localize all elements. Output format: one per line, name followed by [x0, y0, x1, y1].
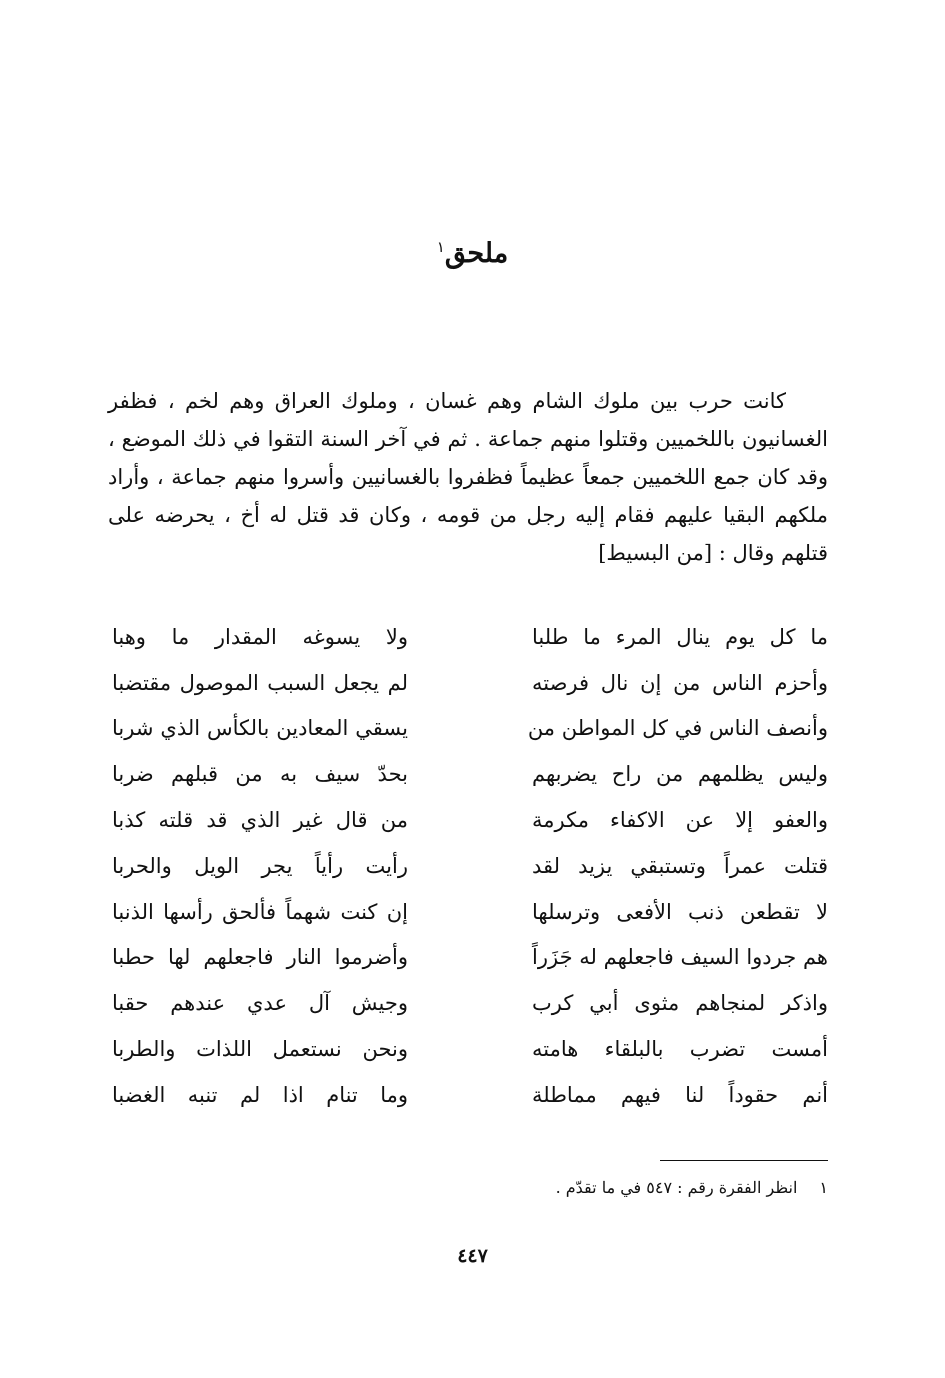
verse-second-hemistich: ونحن نستعمل اللذات والطربا: [112, 1037, 408, 1062]
poem-verse: [112, 889, 828, 935]
verse-first-hemistich: وأنصف الناس في كل المواطن من: [527, 716, 828, 741]
poem: [112, 614, 828, 1118]
intro-text: كانت حرب بين ملوك الشام وهم غسان ، وملوك العراق وهم لخم ، فظفر الغسانيون باللخميين وقتلوا منهم جماعة . ثم في آخر السنة التقوا في ذلك الموضع ، وقد كان جمع اللخميين جمعاً عظيماً فظفروا بالغسانيين وأسروا منهم جماعة ، وأراد ملكهم البقيا عليهم فقام إليه رجل من قومه ، وكان قد قتل له أخ ، يحرضه على قتلهم وقال : [من البسيط]: [108, 389, 828, 565]
verse-second-hemistich: يسقي المعادين بالكأس الذي شربا: [112, 716, 408, 741]
verse-first-hemistich: لا تقطعن ذنب الأفعى وترسلها: [532, 899, 828, 924]
footnote-number: ١: [819, 1178, 828, 1197]
verse-first-hemistich: وأحزم الناس من إن نال فرصته: [532, 670, 828, 695]
poem-verse: [112, 660, 828, 706]
title-text: ملحق: [444, 238, 509, 269]
poem-verse: [112, 1072, 828, 1118]
verse-first-hemistich: وليس يظلمهم من راح يضربهم: [532, 762, 828, 787]
intro-paragraph: [108, 382, 828, 572]
poem-verse: [112, 1026, 828, 1072]
footnote-text: انظر الفقرة رقم : ٥٤٧ في ما تقدّم .: [555, 1178, 798, 1197]
verse-first-hemistich: قتلت عمراً وتستبقي يزيد لقد: [532, 853, 828, 878]
verse-second-hemistich: وأضرموا النار فاجعلهم لها حطبا: [112, 945, 408, 970]
poem-verse: [112, 797, 828, 843]
poem-verse: [112, 843, 828, 889]
verse-second-hemistich: إن كنت شهماً فألحق رأسها الذنبا: [112, 899, 408, 924]
page-title: [0, 238, 945, 269]
verse-first-hemistich: ما كل يوم ينال المرء ما طلبا: [532, 624, 828, 649]
verse-second-hemistich: ولا يسوغه المقدار ما وهبا: [112, 624, 408, 649]
verse-second-hemistich: وما تنام اذا لم تنبه الغضبا: [112, 1082, 408, 1107]
verse-first-hemistich: أمست تضرب بالبلقاء هامته: [532, 1037, 828, 1062]
poem-verse: [112, 706, 828, 752]
poem-verse: [112, 614, 828, 660]
verse-second-hemistich: رأيت رأياً يجر الويل والحربا: [112, 853, 408, 878]
poem-verse: [112, 935, 828, 981]
verse-second-hemistich: من قال غير الذي قد قلته كذبا: [112, 808, 408, 833]
footnote-divider: [660, 1160, 828, 1161]
footnote-marker: ١: [436, 238, 445, 256]
verse-first-hemistich: والعفو إلا عن الاكفاء مكرمة: [532, 808, 828, 833]
footnote: [328, 1178, 828, 1197]
verse-first-hemistich: هم جردوا السيف فاجعلهم له جَزَراً: [532, 945, 828, 970]
poem-verse: [112, 751, 828, 797]
verse-first-hemistich: أنم حقوداً لنا فيهم مماطلة: [532, 1082, 828, 1107]
page-number: ٤٤٧: [457, 1245, 488, 1267]
verse-second-hemistich: لم يجعل السبب الموصول مقتضبا: [112, 670, 408, 695]
verse-second-hemistich: بحدّ سيف به من قبلهم ضربا: [112, 762, 408, 787]
poem-verse: [112, 980, 828, 1026]
verse-second-hemistich: وجيش آل عدي عندهم حقبا: [112, 991, 408, 1016]
verse-first-hemistich: واذكر لمنجاهم مثوى أبي كرب: [532, 991, 828, 1016]
